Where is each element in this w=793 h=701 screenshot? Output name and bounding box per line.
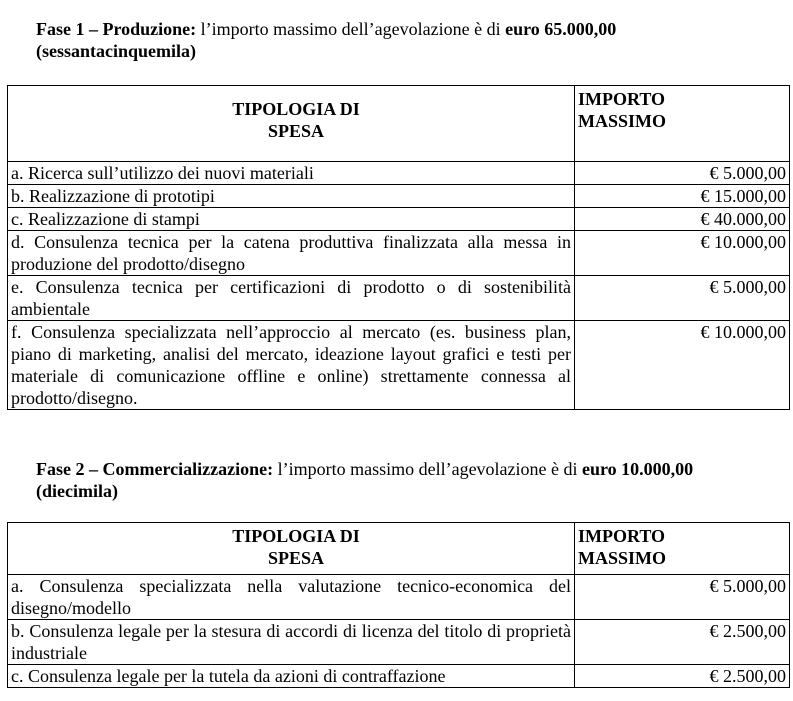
header-type-line2: SPESA bbox=[267, 121, 325, 141]
header-type-line2: SPESA bbox=[267, 548, 325, 568]
phase1-words: (sessantacinquemila) bbox=[36, 41, 197, 61]
row-amount: € 10.000,00 bbox=[575, 231, 790, 276]
phase2-words: (diecimila) bbox=[36, 481, 118, 501]
phase1-amount: euro 65.000,00 bbox=[505, 19, 617, 39]
row-amount: € 5.000,00 bbox=[575, 575, 790, 620]
row-description: b. Consulenza legale per la stesura di accordi di licenza del titolo di proprietà industriale bbox=[8, 620, 575, 665]
header-max-amount bbox=[575, 86, 790, 162]
table-header-row bbox=[8, 523, 790, 575]
row-amount: € 15.000,00 bbox=[575, 185, 790, 208]
table-row bbox=[8, 575, 790, 620]
phase1-label: Fase 1 – Produzione: bbox=[36, 19, 197, 39]
row-amount: € 40.000,00 bbox=[575, 208, 790, 231]
row-amount: € 5.000,00 bbox=[575, 276, 790, 321]
phase1-expense-table bbox=[7, 85, 790, 410]
header-max-amount bbox=[575, 523, 790, 575]
table-row bbox=[8, 208, 790, 231]
row-amount: € 2.500,00 bbox=[575, 620, 790, 665]
phase1-heading bbox=[36, 18, 776, 62]
row-description: a. Consulenza specializzata nella valutazione tecnico-economica del disegno/modello bbox=[8, 575, 575, 620]
phase2-amount: euro 10.000,00 bbox=[582, 459, 694, 479]
table-row bbox=[8, 620, 790, 665]
row-description: c. Realizzazione di stampi bbox=[8, 208, 575, 231]
header-expense-type bbox=[8, 86, 575, 162]
header-type-line1: TIPOLOGIA DI bbox=[232, 99, 360, 119]
phase1-text: l’importo massimo dell’agevolazione è di bbox=[196, 19, 506, 39]
header-amount-line1: IMPORTO bbox=[578, 89, 666, 109]
row-description: f. Consulenza specializzata nell’approccio al mercato (es. business plan, piano di marketing, analisi del mercato, ideazione layout grafici e testi per materiale di comunicazione offline e online) strettamente connessa al prodotto/disegno. bbox=[8, 321, 575, 410]
row-description: e. Consulenza tecnica per certificazioni di prodotto o di sostenibilità ambientale bbox=[8, 276, 575, 321]
header-expense-type bbox=[8, 523, 575, 575]
phase2-expense-table bbox=[7, 522, 790, 688]
header-amount-line1: IMPORTO bbox=[578, 526, 666, 546]
row-amount: € 10.000,00 bbox=[575, 321, 790, 410]
phase2-text: l’importo massimo dell’agevolazione è di bbox=[273, 459, 583, 479]
phase2-label: Fase 2 – Commercializzazione: bbox=[36, 459, 274, 479]
phase2-heading bbox=[36, 458, 776, 502]
header-amount-line2: MASSIMO bbox=[578, 111, 667, 131]
row-amount: € 2.500,00 bbox=[575, 665, 790, 688]
table-row bbox=[8, 665, 790, 688]
table-row bbox=[8, 276, 790, 321]
header-type-line1: TIPOLOGIA DI bbox=[232, 526, 360, 546]
row-description: d. Consulenza tecnica per la catena produttiva finalizzata alla messa in produzione del prodotto/disegno bbox=[8, 231, 575, 276]
table-row bbox=[8, 185, 790, 208]
row-description: a. Ricerca sull’utilizzo dei nuovi materiali bbox=[8, 162, 575, 185]
header-amount-line2: MASSIMO bbox=[578, 548, 667, 568]
table-header-row bbox=[8, 86, 790, 162]
table-row bbox=[8, 162, 790, 185]
table-row bbox=[8, 231, 790, 276]
row-description: c. Consulenza legale per la tutela da azioni di contraffazione bbox=[8, 665, 575, 688]
table-row bbox=[8, 321, 790, 410]
row-description: b. Realizzazione di prototipi bbox=[8, 185, 575, 208]
row-amount: € 5.000,00 bbox=[575, 162, 790, 185]
